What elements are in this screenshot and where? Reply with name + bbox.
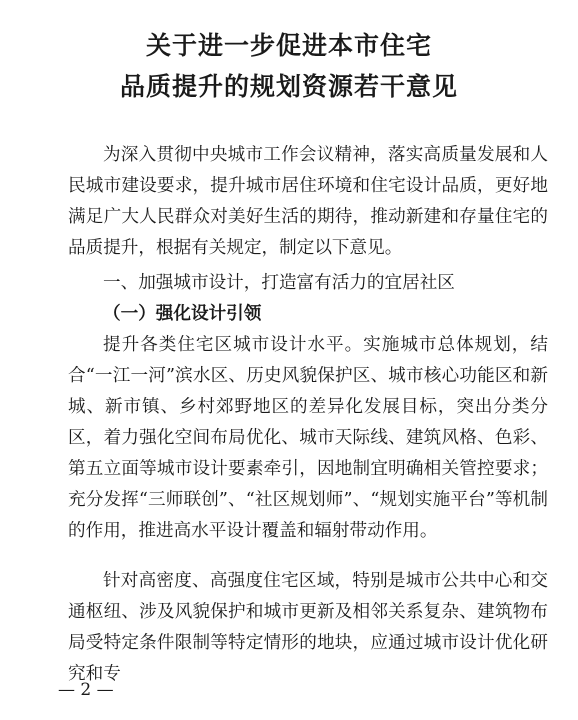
body-paragraph-2: 提升各类住宅区城市设计水平。实施城市总体规划，结合“一江一河”滨水区、历史风貌保护区、城市核心功能区和新城、新市镇、乡村郊野地区的差异化发展目标，突出分类分区，着力强化空间布局优化、城市天际线、建筑风格、色彩、第五立面等城市设计要素牵引，因地制宜明确相关管控要求；充分发挥“三师联创”、“社区规划师”、“规划实施平台”等机制的作用，推进高水平设计覆盖和辐射带动作用。	[68, 335, 548, 541]
page-number: — 2 —	[58, 680, 114, 700]
section-heading: 一、加强城市设计，打造富有活力的宜居社区	[103, 273, 455, 293]
subsection-heading: （一）强化设计引领	[103, 304, 262, 324]
intro-paragraph: 为深入贯彻中央城市工作会议精神，落实高质量发展和人民城市建设要求，提升城市居住环境和住宅设计品质，更好地满足广大人民群众对美好生活的期待，推动新建和存量住宅的品质提升，根据有关规定，制定以下意见。	[68, 145, 548, 258]
body-paragraph-3: 针对高密度、高强度住宅区域，特别是城市公共中心和交通枢纽、涉及风貌保护和城市更新及相邻关系复杂、建筑物布局受特定条件限制等特定情形的地块，应通过城市设计优化研究和专	[68, 571, 548, 684]
document-title-line-1: 关于进一步促进本市住宅	[145, 31, 432, 60]
document-title-line-2: 品质提升的规划资源若干意见	[119, 72, 458, 101]
